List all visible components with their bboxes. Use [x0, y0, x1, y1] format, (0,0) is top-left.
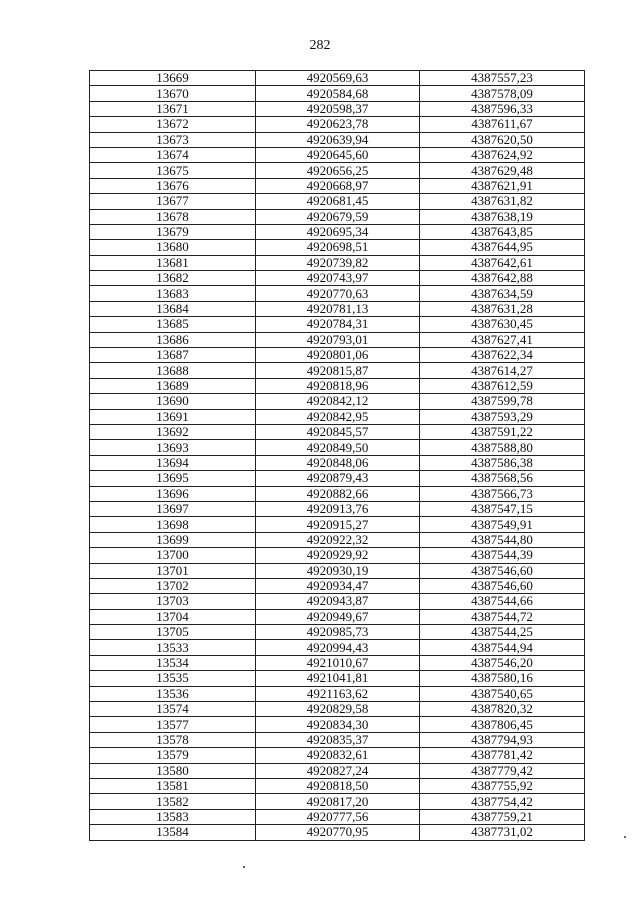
x-coordinate-cell: 4920835,37: [256, 732, 420, 747]
x-coordinate-cell: 4920681,45: [256, 194, 420, 209]
y-coordinate-cell: 4387612,59: [420, 378, 585, 393]
y-coordinate-cell: 4387566,73: [420, 486, 585, 501]
point-number-cell: 13673: [90, 132, 256, 147]
x-coordinate-cell: 4920845,57: [256, 424, 420, 439]
x-coordinate-cell: 4921163,62: [256, 686, 420, 701]
x-coordinate-cell: 4920879,43: [256, 471, 420, 486]
point-number-cell: 13690: [90, 394, 256, 409]
x-coordinate-cell: 4920679,59: [256, 209, 420, 224]
x-coordinate-cell: 4920623,78: [256, 117, 420, 132]
y-coordinate-cell: 4387638,19: [420, 209, 585, 224]
table-row: [90, 625, 585, 640]
x-coordinate-cell: 4920817,20: [256, 794, 420, 809]
x-coordinate-cell: 4920842,95: [256, 409, 420, 424]
table-row: [90, 271, 585, 286]
table-row: [90, 440, 585, 455]
table-row: [90, 671, 585, 686]
x-coordinate-cell: 4920569,63: [256, 71, 420, 86]
table-row: [90, 194, 585, 209]
x-coordinate-cell: 4920943,87: [256, 594, 420, 609]
table-row: [90, 240, 585, 255]
table-row: [90, 794, 585, 809]
table-row: [90, 301, 585, 316]
point-number-cell: 13678: [90, 209, 256, 224]
x-coordinate-cell: 4920668,97: [256, 178, 420, 193]
point-number-cell: 13681: [90, 255, 256, 270]
table-row: [90, 563, 585, 578]
table-row: [90, 394, 585, 409]
x-coordinate-cell: 4920818,50: [256, 778, 420, 793]
table-row: [90, 809, 585, 824]
y-coordinate-cell: 4387643,85: [420, 224, 585, 239]
x-coordinate-cell: 4920849,50: [256, 440, 420, 455]
x-coordinate-cell: 4920743,97: [256, 271, 420, 286]
x-coordinate-cell: 4920656,25: [256, 163, 420, 178]
table-row: [90, 501, 585, 516]
table-row: [90, 117, 585, 132]
table-row: [90, 71, 585, 86]
x-coordinate-cell: 4920698,51: [256, 240, 420, 255]
table-row: [90, 732, 585, 747]
y-coordinate-cell: 4387642,88: [420, 271, 585, 286]
x-coordinate-cell: 4920994,43: [256, 640, 420, 655]
point-number-cell: 13679: [90, 224, 256, 239]
x-coordinate-cell: 4920985,73: [256, 625, 420, 640]
table-row: [90, 517, 585, 532]
point-number-cell: 13670: [90, 86, 256, 101]
table-row: [90, 163, 585, 178]
table-row: [90, 332, 585, 347]
point-number-cell: 13584: [90, 825, 256, 840]
y-coordinate-cell: 4387599,78: [420, 394, 585, 409]
point-number-cell: 13533: [90, 640, 256, 655]
x-coordinate-cell: 4920777,56: [256, 809, 420, 824]
x-coordinate-cell: 4920922,32: [256, 532, 420, 547]
point-number-cell: 13688: [90, 363, 256, 378]
point-number-cell: 13705: [90, 625, 256, 640]
y-coordinate-cell: 4387568,56: [420, 471, 585, 486]
x-coordinate-cell: 4921041,81: [256, 671, 420, 686]
point-number-cell: 13675: [90, 163, 256, 178]
point-number-cell: 13704: [90, 609, 256, 624]
x-coordinate-cell: 4920934,47: [256, 578, 420, 593]
point-number-cell: 13535: [90, 671, 256, 686]
point-number-cell: 13536: [90, 686, 256, 701]
x-coordinate-cell: 4920584,68: [256, 86, 420, 101]
y-coordinate-cell: 4387593,29: [420, 409, 585, 424]
y-coordinate-cell: 4387754,42: [420, 794, 585, 809]
coordinates-table-body: [90, 71, 585, 841]
point-number-cell: 13680: [90, 240, 256, 255]
table-row: [90, 132, 585, 147]
table-row: [90, 763, 585, 778]
table-row: [90, 286, 585, 301]
y-coordinate-cell: 4387546,20: [420, 655, 585, 670]
table-row: [90, 224, 585, 239]
point-number-cell: 13700: [90, 548, 256, 563]
table-row: [90, 717, 585, 732]
y-coordinate-cell: 4387544,25: [420, 625, 585, 640]
table-row: [90, 147, 585, 162]
y-coordinate-cell: 4387544,94: [420, 640, 585, 655]
table-row: [90, 178, 585, 193]
y-coordinate-cell: 4387779,42: [420, 763, 585, 778]
y-coordinate-cell: 4387544,66: [420, 594, 585, 609]
y-coordinate-cell: 4387634,59: [420, 286, 585, 301]
table-row: [90, 471, 585, 486]
y-coordinate-cell: 4387755,92: [420, 778, 585, 793]
x-coordinate-cell: 4920770,95: [256, 825, 420, 840]
y-coordinate-cell: 4387627,41: [420, 332, 585, 347]
table-row: [90, 609, 585, 624]
table-row: [90, 594, 585, 609]
x-coordinate-cell: 4920695,34: [256, 224, 420, 239]
y-coordinate-cell: 4387759,21: [420, 809, 585, 824]
point-number-cell: 13695: [90, 471, 256, 486]
x-coordinate-cell: 4920781,13: [256, 301, 420, 316]
x-coordinate-cell: 4920949,67: [256, 609, 420, 624]
point-number-cell: 13682: [90, 271, 256, 286]
y-coordinate-cell: 4387731,02: [420, 825, 585, 840]
point-number-cell: 13674: [90, 147, 256, 162]
point-number-cell: 13698: [90, 517, 256, 532]
point-number-cell: 13701: [90, 563, 256, 578]
point-number-cell: 13580: [90, 763, 256, 778]
page-number: 282: [309, 38, 331, 53]
x-coordinate-cell: 4920827,24: [256, 763, 420, 778]
x-coordinate-cell: 4920801,06: [256, 348, 420, 363]
x-coordinate-cell: 4920815,87: [256, 363, 420, 378]
x-coordinate-cell: 4920842,12: [256, 394, 420, 409]
y-coordinate-cell: 4387614,27: [420, 363, 585, 378]
y-coordinate-cell: 4387544,39: [420, 548, 585, 563]
y-coordinate-cell: 4387557,23: [420, 71, 585, 86]
x-coordinate-cell: 4920913,76: [256, 501, 420, 516]
table-row: [90, 548, 585, 563]
table-row: [90, 409, 585, 424]
x-coordinate-cell: 4920834,30: [256, 717, 420, 732]
table-row: [90, 486, 585, 501]
table-row: [90, 532, 585, 547]
coordinates-table: [89, 70, 585, 841]
table-row: [90, 702, 585, 717]
x-coordinate-cell: 4920915,27: [256, 517, 420, 532]
table-row: [90, 101, 585, 116]
x-coordinate-cell: 4920930,19: [256, 563, 420, 578]
y-coordinate-cell: 4387546,60: [420, 563, 585, 578]
y-coordinate-cell: 4387547,15: [420, 501, 585, 516]
point-number-cell: 13579: [90, 748, 256, 763]
point-number-cell: 13687: [90, 348, 256, 363]
point-number-cell: 13692: [90, 424, 256, 439]
table-row: [90, 655, 585, 670]
table-row: [90, 86, 585, 101]
y-coordinate-cell: 4387580,16: [420, 671, 585, 686]
x-coordinate-cell: 4921010,67: [256, 655, 420, 670]
y-coordinate-cell: 4387546,60: [420, 578, 585, 593]
y-coordinate-cell: 4387820,32: [420, 702, 585, 717]
y-coordinate-cell: 4387549,91: [420, 517, 585, 532]
point-number-cell: 13699: [90, 532, 256, 547]
point-number-cell: 13672: [90, 117, 256, 132]
table-row: [90, 778, 585, 793]
x-coordinate-cell: 4920598,37: [256, 101, 420, 116]
x-coordinate-cell: 4920882,66: [256, 486, 420, 501]
y-coordinate-cell: 4387624,92: [420, 147, 585, 162]
point-number-cell: 13677: [90, 194, 256, 209]
y-coordinate-cell: 4387621,91: [420, 178, 585, 193]
point-number-cell: 13683: [90, 286, 256, 301]
point-number-cell: 13691: [90, 409, 256, 424]
table-row: [90, 424, 585, 439]
y-coordinate-cell: 4387642,61: [420, 255, 585, 270]
point-number-cell: 13689: [90, 378, 256, 393]
x-coordinate-cell: 4920818,96: [256, 378, 420, 393]
table-row: [90, 348, 585, 363]
point-number-cell: 13703: [90, 594, 256, 609]
table-row: [90, 825, 585, 840]
point-number-cell: 13534: [90, 655, 256, 670]
x-coordinate-cell: 4920784,31: [256, 317, 420, 332]
y-coordinate-cell: 4387544,80: [420, 532, 585, 547]
point-number-cell: 13671: [90, 101, 256, 116]
y-coordinate-cell: 4387588,80: [420, 440, 585, 455]
table-row: [90, 317, 585, 332]
y-coordinate-cell: 4387631,28: [420, 301, 585, 316]
x-coordinate-cell: 4920848,06: [256, 455, 420, 470]
x-coordinate-cell: 4920832,61: [256, 748, 420, 763]
x-coordinate-cell: 4920739,82: [256, 255, 420, 270]
point-number-cell: 13694: [90, 455, 256, 470]
table-row: [90, 209, 585, 224]
y-coordinate-cell: 4387806,45: [420, 717, 585, 732]
y-coordinate-cell: 4387622,34: [420, 348, 585, 363]
y-coordinate-cell: 4387781,42: [420, 748, 585, 763]
point-number-cell: 13574: [90, 702, 256, 717]
point-number-cell: 13686: [90, 332, 256, 347]
y-coordinate-cell: 4387586,38: [420, 455, 585, 470]
table-row: [90, 363, 585, 378]
point-number-cell: 13582: [90, 794, 256, 809]
point-number-cell: 13577: [90, 717, 256, 732]
y-coordinate-cell: 4387540,65: [420, 686, 585, 701]
y-coordinate-cell: 4387629,48: [420, 163, 585, 178]
y-coordinate-cell: 4387591,22: [420, 424, 585, 439]
table-row: [90, 378, 585, 393]
y-coordinate-cell: 4387544,72: [420, 609, 585, 624]
y-coordinate-cell: 4387578,09: [420, 86, 585, 101]
point-number-cell: 13676: [90, 178, 256, 193]
point-number-cell: 13697: [90, 501, 256, 516]
point-number-cell: 13669: [90, 71, 256, 86]
scan-speck: [624, 836, 626, 838]
point-number-cell: 13684: [90, 301, 256, 316]
x-coordinate-cell: 4920639,94: [256, 132, 420, 147]
table-row: [90, 255, 585, 270]
point-number-cell: 13702: [90, 578, 256, 593]
point-number-cell: 13693: [90, 440, 256, 455]
point-number-cell: 13696: [90, 486, 256, 501]
table-row: [90, 640, 585, 655]
y-coordinate-cell: 4387611,67: [420, 117, 585, 132]
x-coordinate-cell: 4920929,92: [256, 548, 420, 563]
point-number-cell: 13581: [90, 778, 256, 793]
y-coordinate-cell: 4387620,50: [420, 132, 585, 147]
y-coordinate-cell: 4387644,95: [420, 240, 585, 255]
y-coordinate-cell: 4387630,45: [420, 317, 585, 332]
point-number-cell: 13578: [90, 732, 256, 747]
x-coordinate-cell: 4920829,58: [256, 702, 420, 717]
table-row: [90, 748, 585, 763]
scan-speck: [243, 866, 245, 868]
point-number-cell: 13685: [90, 317, 256, 332]
x-coordinate-cell: 4920645,60: [256, 147, 420, 162]
point-number-cell: 13583: [90, 809, 256, 824]
y-coordinate-cell: 4387794,93: [420, 732, 585, 747]
y-coordinate-cell: 4387631,82: [420, 194, 585, 209]
table-row: [90, 686, 585, 701]
y-coordinate-cell: 4387596,33: [420, 101, 585, 116]
x-coordinate-cell: 4920770,63: [256, 286, 420, 301]
table-row: [90, 578, 585, 593]
x-coordinate-cell: 4920793,01: [256, 332, 420, 347]
table-row: [90, 455, 585, 470]
